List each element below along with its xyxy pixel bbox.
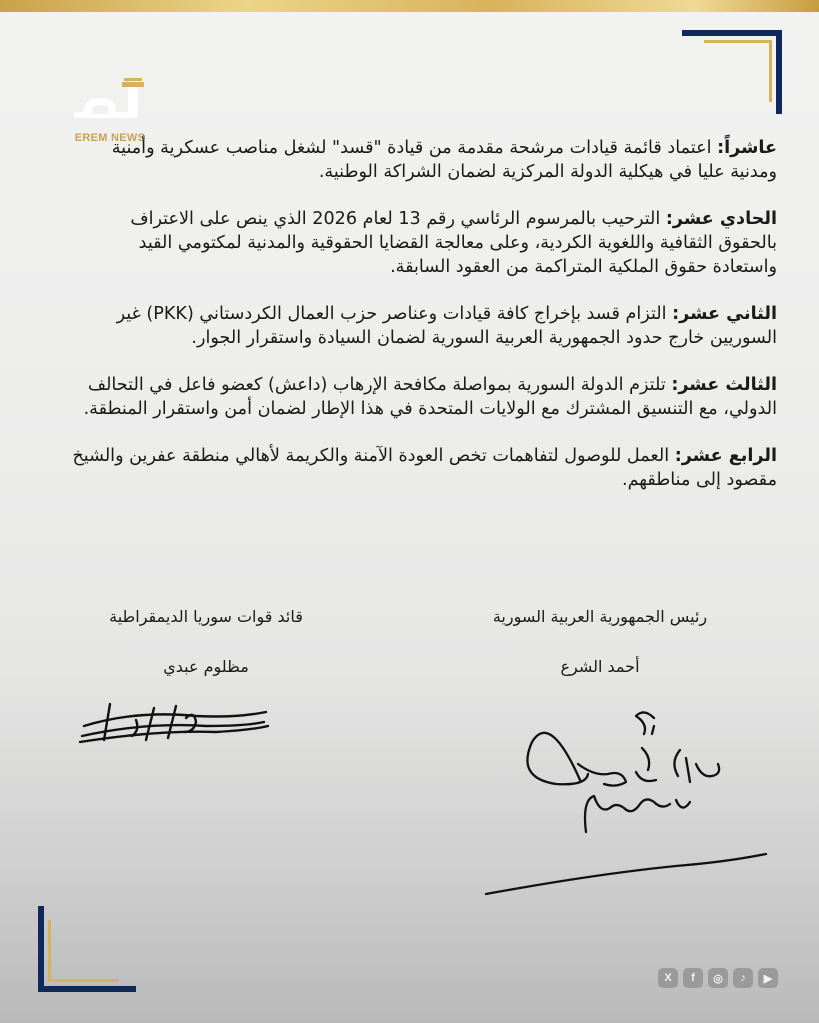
clause-text: العمل للوصول لتفاهمات تخص العودة الآمنة والكريمة لأهالي منطقة عفرين والشيخ مقصود إلى مناطقهم. — [72, 446, 777, 490]
signature-block-president — [470, 606, 730, 678]
signature-block-sdf — [86, 606, 326, 678]
clause-11 — [70, 207, 777, 279]
logo-text: EREM NEWS — [74, 132, 146, 144]
facebook-icon-glyph: f — [691, 972, 695, 984]
tiktok-icon[interactable] — [733, 968, 753, 988]
clause-heading: الثالث عشر: — [671, 375, 777, 395]
signature-president — [476, 704, 772, 900]
tiktok-icon-glyph: ♪ — [740, 972, 746, 984]
youtube-icon-glyph: ▶ — [763, 972, 773, 985]
clause-12 — [70, 302, 777, 350]
signatory-title: رئيس الجمهورية العربية السورية — [492, 607, 708, 626]
signatory-title: قائد قوات سوريا الديمقراطية — [109, 607, 303, 626]
clause-text: تلتزم الدولة السورية بمواصلة مكافحة الإرهاب (داعش) كعضو فاعل في التحالف الدولي، مع التنسيق المشترك مع الولايات المتحدة في هذا الإطار لضمان أمن واستقرار المنطقة. — [83, 375, 777, 419]
signatory-name: أحمد الشرع — [560, 657, 640, 676]
corner-bracket-bottom-left — [38, 906, 138, 992]
instagram-icon[interactable] — [708, 968, 728, 988]
top-gold-strip — [0, 0, 819, 12]
clause-heading: الثاني عشر: — [672, 304, 777, 324]
instagram-icon-glyph: ◎ — [713, 972, 723, 985]
x-icon-glyph: X — [664, 972, 672, 984]
clause-text: الترحيب بالمرسوم الرئاسي رقم 13 لعام 2026 الذي ينص على الاعتراف بالحقوق الثقافية واللغوية الكردية، وعلى معالجة القضايا الحقوقية والمدنية لمكتومي القيد واستعادة حقوق الملكية المتراكمة من العقود السابقة. — [130, 209, 777, 277]
clause-13 — [70, 373, 777, 421]
corner-bracket-top-right — [682, 30, 782, 114]
social-icons — [658, 968, 778, 990]
document-body — [70, 136, 777, 515]
facebook-icon[interactable] — [683, 968, 703, 988]
clause-14 — [70, 444, 777, 492]
youtube-icon[interactable] — [758, 968, 778, 988]
clause-text: اعتماد قائمة قيادات مرشحة مقدمة من قيادة "قسد" لشغل مناصب عسكرية وأمنية ومدنية عليا في هيكلية الدولة المركزية لضمان الشراكة الوطنية. — [111, 138, 777, 182]
clause-heading: الحادي عشر: — [665, 209, 777, 229]
x-icon[interactable] — [658, 968, 678, 988]
signature-sdf — [76, 696, 276, 752]
clause-heading: الرابع عشر: — [674, 446, 777, 466]
clause-heading: عاشراً: — [717, 138, 777, 158]
clause-10 — [70, 136, 777, 184]
signatory-name: مظلوم عبدي — [163, 657, 249, 676]
logo-mark — [72, 78, 150, 132]
clause-text: التزام قسد بإخراج كافة قيادات وعناصر حزب العمال الكردستاني (PKK) غير السوريين خارج حدود الجمهورية العربية السورية لضمان السيادة واستقرار الجوار. — [116, 304, 777, 348]
